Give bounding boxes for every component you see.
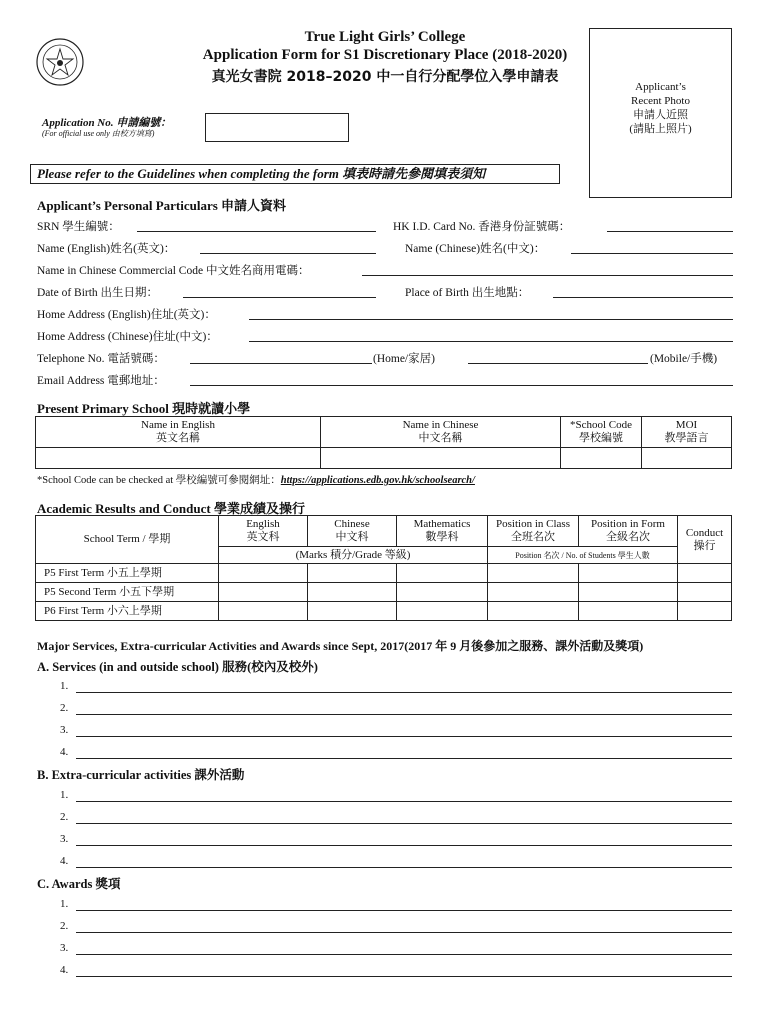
- form-title-en: Application Form for S1 Discretionary Place (2018-2020): [202, 47, 568, 63]
- academic-heading: Academic Results and Conduct 學業成績及操行: [37, 501, 305, 516]
- subject-chinese-header: Chinese 中文科: [308, 516, 397, 547]
- dob-label: Date of Birth 出生日期：: [37, 287, 159, 299]
- name-en-field[interactable]: [200, 253, 376, 254]
- pob-label: Place of Birth 出生地點：: [405, 287, 530, 299]
- photo-label-3: 申請人近照: [633, 109, 688, 121]
- services-line-4[interactable]: [76, 758, 732, 759]
- address-zh-field[interactable]: [249, 341, 733, 342]
- telephone-mobile-field[interactable]: [468, 363, 648, 364]
- name-zh-field[interactable]: [571, 253, 733, 254]
- guidelines-note: Please refer to the Guidelines when completing the form 填表時請先參閱填表須知: [30, 164, 560, 184]
- particulars-heading: Applicant’s Personal Particulars 申請人資料: [37, 198, 287, 213]
- term-label: P5 First Term 小五上學期: [36, 564, 219, 583]
- result-cell[interactable]: [579, 602, 678, 621]
- email-label: Email Address 電郵地址：: [37, 375, 165, 387]
- col-school-code: *School Code 學校編號: [561, 417, 642, 448]
- result-cell[interactable]: [678, 583, 732, 602]
- result-cell[interactable]: [219, 583, 308, 602]
- dob-field[interactable]: [183, 297, 376, 298]
- commercial-code-field[interactable]: [362, 275, 733, 276]
- line-number: 3.: [60, 942, 69, 954]
- address-zh-label: Home Address (Chinese)住址(中文)：: [37, 331, 218, 343]
- result-cell[interactable]: [678, 564, 732, 583]
- eca-heading: B. Extra-curricular activities 課外活動: [37, 768, 245, 782]
- result-cell[interactable]: [308, 602, 397, 621]
- line-number: 3.: [60, 724, 69, 736]
- result-cell[interactable]: [397, 583, 488, 602]
- line-number: 4.: [60, 746, 69, 758]
- eca-line-2[interactable]: [76, 823, 732, 824]
- line-number: 2.: [60, 811, 69, 823]
- photo-label-2: Recent Photo: [631, 95, 690, 107]
- services-line-1[interactable]: [76, 692, 732, 693]
- name-en-label: Name (English)姓名(英文)：: [37, 243, 176, 255]
- application-no-note: (For official use only 由校方填寫): [42, 129, 155, 138]
- result-cell[interactable]: [219, 564, 308, 583]
- subject-maths-header: Mathematics 數學科: [397, 516, 488, 547]
- eca-line-3[interactable]: [76, 845, 732, 846]
- commercial-code-label: Name in Chinese Commercial Code 中文姓名商用電碼：: [37, 265, 310, 277]
- eca-line-4[interactable]: [76, 867, 732, 868]
- line-number: 3.: [60, 833, 69, 845]
- telephone-home-label: (Home/家居): [373, 353, 435, 365]
- result-cell[interactable]: [219, 602, 308, 621]
- address-en-label: Home Address (English)住址(英文)：: [37, 309, 216, 321]
- activities-heading: Major Services, Extra-curricular Activities and Awards since Sept, 2017(2017 年 9 月後參加之服務、課外活動及獎項): [37, 639, 644, 653]
- primary-school-table: [35, 416, 732, 469]
- awards-line-3[interactable]: [76, 954, 732, 955]
- services-line-2[interactable]: [76, 714, 732, 715]
- address-en-field[interactable]: [249, 319, 733, 320]
- photo-label-1: Applicant’s: [635, 81, 686, 93]
- result-cell[interactable]: [678, 602, 732, 621]
- col-moi: MOI 教學語言: [642, 417, 732, 448]
- line-number: 2.: [60, 702, 69, 714]
- position-note: Position 名次 / No. of Students 學生人數: [488, 547, 678, 564]
- primary-school-heading: Present Primary School 現時就讀小學: [37, 401, 251, 416]
- primary-school-name-en-cell[interactable]: [36, 448, 321, 469]
- marks-note: (Marks 積分/Grade 等級): [219, 547, 488, 564]
- email-field[interactable]: [190, 385, 733, 386]
- hkid-label: HK I.D. Card No. 香港身份証號碼：: [393, 221, 571, 233]
- line-number: 4.: [60, 964, 69, 976]
- position-form-header: Position in Form 全級名次: [579, 516, 678, 547]
- school-code-note: *School Code can be checked at 學校編號可參閱網址：https://applications.edb.gov.hk/schoolsearch/: [37, 475, 475, 486]
- result-cell[interactable]: [579, 564, 678, 583]
- academic-table: [35, 515, 732, 621]
- application-no-label: Application No. 申請編號：: [42, 117, 172, 129]
- col-name-zh: Name in Chinese 中文名稱: [321, 417, 561, 448]
- school-search-link[interactable]: https://applications.edb.gov.hk/schoolsearch/: [280, 475, 475, 486]
- conduct-header: Conduct 操行: [678, 516, 732, 564]
- col-name-en: Name in English 英文名稱: [36, 417, 321, 448]
- application-no-field[interactable]: [205, 113, 349, 142]
- services-line-3[interactable]: [76, 736, 732, 737]
- services-heading: A. Services (in and outside school) 服務(校內及校外): [37, 660, 318, 674]
- result-cell[interactable]: [579, 583, 678, 602]
- telephone-label: Telephone No. 電話號碼：: [37, 353, 165, 365]
- srn-field[interactable]: [137, 231, 376, 232]
- hkid-field[interactable]: [607, 231, 733, 232]
- telephone-home-field[interactable]: [190, 363, 372, 364]
- form-title-zh: 真光女書院 2018–2020 中一自行分配學位入學申請表: [211, 69, 559, 85]
- photo-label-4: (請貼上照片): [629, 123, 692, 135]
- result-cell[interactable]: [488, 602, 579, 621]
- result-cell[interactable]: [308, 564, 397, 583]
- primary-school-name-zh-cell[interactable]: [321, 448, 561, 469]
- awards-line-1[interactable]: [76, 910, 732, 911]
- awards-line-2[interactable]: [76, 932, 732, 933]
- term-label: P6 First Term 小六上學期: [36, 602, 219, 621]
- srn-label: SRN 學生編號：: [37, 221, 120, 233]
- result-cell[interactable]: [488, 564, 579, 583]
- school-name: True Light Girls’ College: [304, 29, 466, 45]
- pob-field[interactable]: [553, 297, 733, 298]
- line-number: 2.: [60, 920, 69, 932]
- position-class-header: Position in Class 全班名次: [488, 516, 579, 547]
- name-zh-label: Name (Chinese)姓名(中文)：: [405, 243, 546, 255]
- primary-school-code-cell[interactable]: [561, 448, 642, 469]
- term-label: P5 Second Term 小五下學期: [36, 583, 219, 602]
- primary-school-moi-cell[interactable]: [642, 448, 732, 469]
- awards-heading: C. Awards 獎項: [37, 877, 121, 891]
- line-number: 4.: [60, 855, 69, 867]
- awards-line-4[interactable]: [76, 976, 732, 977]
- subject-english-header: English 英文科: [219, 516, 308, 547]
- line-number: 1.: [60, 789, 69, 801]
- line-number: 1.: [60, 680, 69, 692]
- photo-box[interactable]: [589, 28, 732, 198]
- result-cell[interactable]: [308, 583, 397, 602]
- result-cell[interactable]: [397, 564, 488, 583]
- telephone-mobile-label: (Mobile/手機): [650, 353, 718, 365]
- eca-line-1[interactable]: [76, 801, 732, 802]
- result-cell[interactable]: [488, 583, 579, 602]
- line-number: 1.: [60, 898, 69, 910]
- result-cell[interactable]: [397, 602, 488, 621]
- term-header: School Term / 學期: [36, 516, 219, 564]
